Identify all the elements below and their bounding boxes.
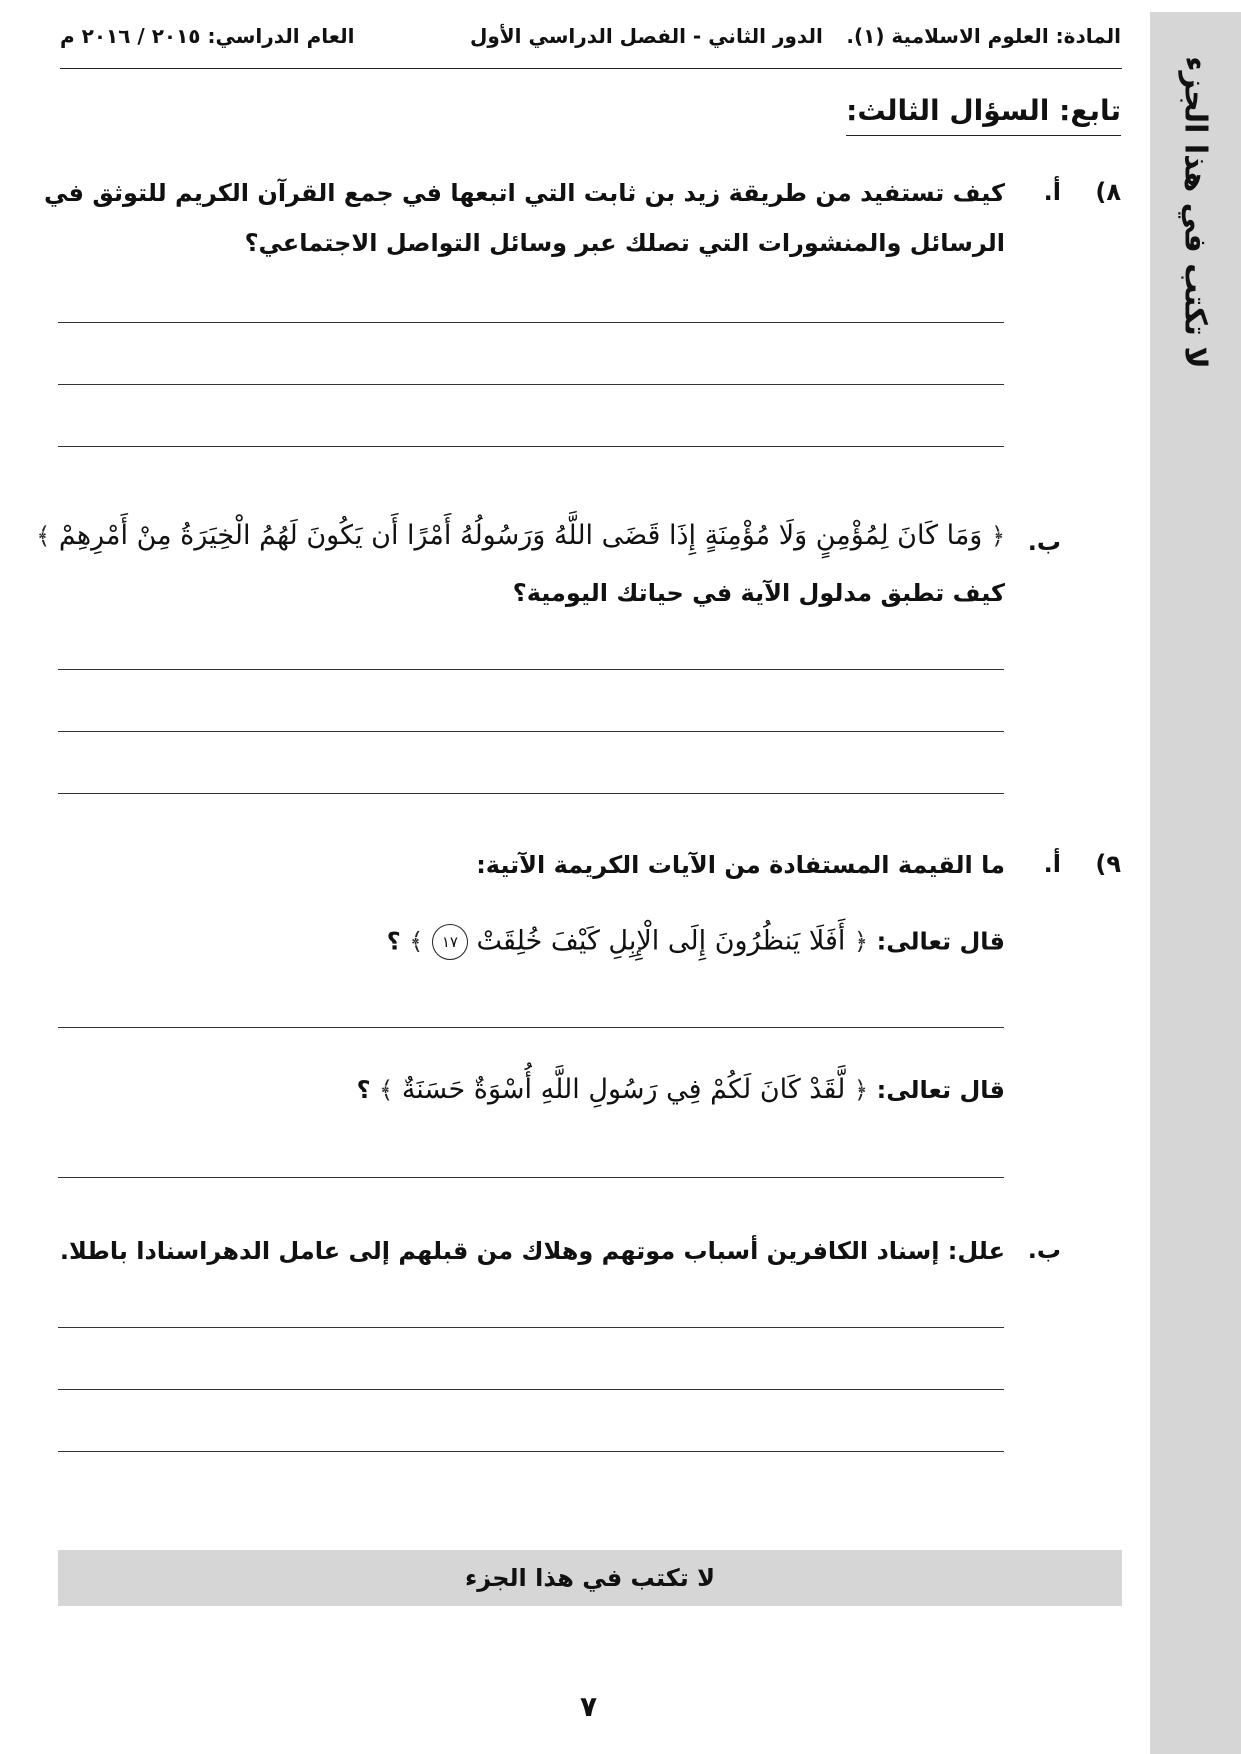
verse-number-marker: ١٧ <box>432 924 468 960</box>
quran-verse-8b <box>36 520 1005 551</box>
header-year: العام الدراسي: ٢٠١٥ / ٢٠١٦ م <box>60 24 355 48</box>
question-8b-text: كيف تطبق مدلول الآية في حياتك اليومية؟ <box>512 579 1005 607</box>
answer-line[interactable] <box>58 1027 1004 1028</box>
question-8-number: ٨) <box>1095 178 1121 206</box>
question-8a-line1: كيف تستفيد من طريقة زيد بن ثابت التي اتبعها في جمع القرآن الكريم للتوثق في <box>44 179 1005 207</box>
answer-line[interactable] <box>58 1389 1004 1390</box>
quran-verse-9a-2 <box>357 1074 1005 1105</box>
verse-close-ornament: ﴾ <box>379 1076 394 1104</box>
verse-text: أَفَلَا يَنظُرُونَ إِلَى الْإِبِلِ كَيْفَ خُلِقَتْ <box>476 925 846 957</box>
answer-line[interactable] <box>58 793 1004 794</box>
verse-close-ornament: ﴾ <box>409 927 424 956</box>
quran-verse-9a-1 <box>387 924 1005 960</box>
margin-note-text: لا تكتب في هذا الجزء <box>1177 55 1213 369</box>
question-mark: ؟ <box>356 1076 371 1104</box>
answer-line[interactable] <box>58 731 1004 732</box>
question-8a-line2: الرسائل والمنشورات التي تصلك عبر وسائل التواصل الاجتماعي؟ <box>244 229 1005 257</box>
footer-note-bar <box>58 1550 1122 1606</box>
verse-intro: قال تعالى: <box>876 927 1005 956</box>
answer-line[interactable] <box>58 669 1004 670</box>
verse-text: لَّقَدْ كَانَ لَكُمْ فِي رَسُولِ اللَّهِ أُسْوَةٌ حَسَنَةٌ <box>401 1074 846 1105</box>
header-session: الدور الثاني - الفصل الدراسي الأول <box>470 24 823 48</box>
question-9b-letter: ب. <box>1027 1236 1061 1264</box>
question-8a-letter: أ. <box>1043 178 1061 206</box>
margin-note <box>1150 12 1241 412</box>
question-9-number: ٩) <box>1095 850 1121 878</box>
verse-text: وَمَا كَانَ لِمُؤْمِنٍ وَلَا مُؤْمِنَةٍ إِذَا قَضَى اللَّهُ وَرَسُولُهُ أَمْرًا أَن يَكُونَ لَهُمُ الْخِيَرَةُ مِنْ أَمْرِهِمْ <box>58 520 983 551</box>
footer-note-text: لا تكتب في هذا الجزء <box>465 1564 715 1592</box>
page-number: ٧ <box>580 1690 598 1723</box>
header-subject: المادة: العلوم الاسلامية (١). <box>846 24 1121 48</box>
header-divider <box>60 68 1122 69</box>
question-9a-prompt: ما القيمة المستفادة من الآيات الكريمة الآتية: <box>476 851 1005 879</box>
verse-open-ornament: ﴿ <box>853 1076 869 1104</box>
question-9b-text: علل: إسناد الكافرين أسباب موتهم وهلاك من قبلهم إلى عامل الدهراسنادا باطلا. <box>59 1237 1005 1265</box>
answer-line[interactable] <box>58 384 1004 385</box>
verse-open-ornament: ﴿ <box>990 522 1005 550</box>
answer-line[interactable] <box>58 446 1004 447</box>
question-8b-letter: ب. <box>1027 528 1061 556</box>
section-title: تابع: السؤال الثالث: <box>846 94 1121 136</box>
verse-open-ornament: ﴿ <box>853 927 869 956</box>
answer-line[interactable] <box>58 1327 1004 1328</box>
answer-line[interactable] <box>58 1451 1004 1452</box>
verse-close-ornament: ﴾ <box>36 522 51 550</box>
answer-line[interactable] <box>58 322 1004 323</box>
answer-line[interactable] <box>58 1177 1004 1178</box>
question-mark: ؟ <box>386 927 401 956</box>
verse-intro: قال تعالى: <box>876 1076 1005 1104</box>
question-9a-letter: أ. <box>1043 850 1061 878</box>
